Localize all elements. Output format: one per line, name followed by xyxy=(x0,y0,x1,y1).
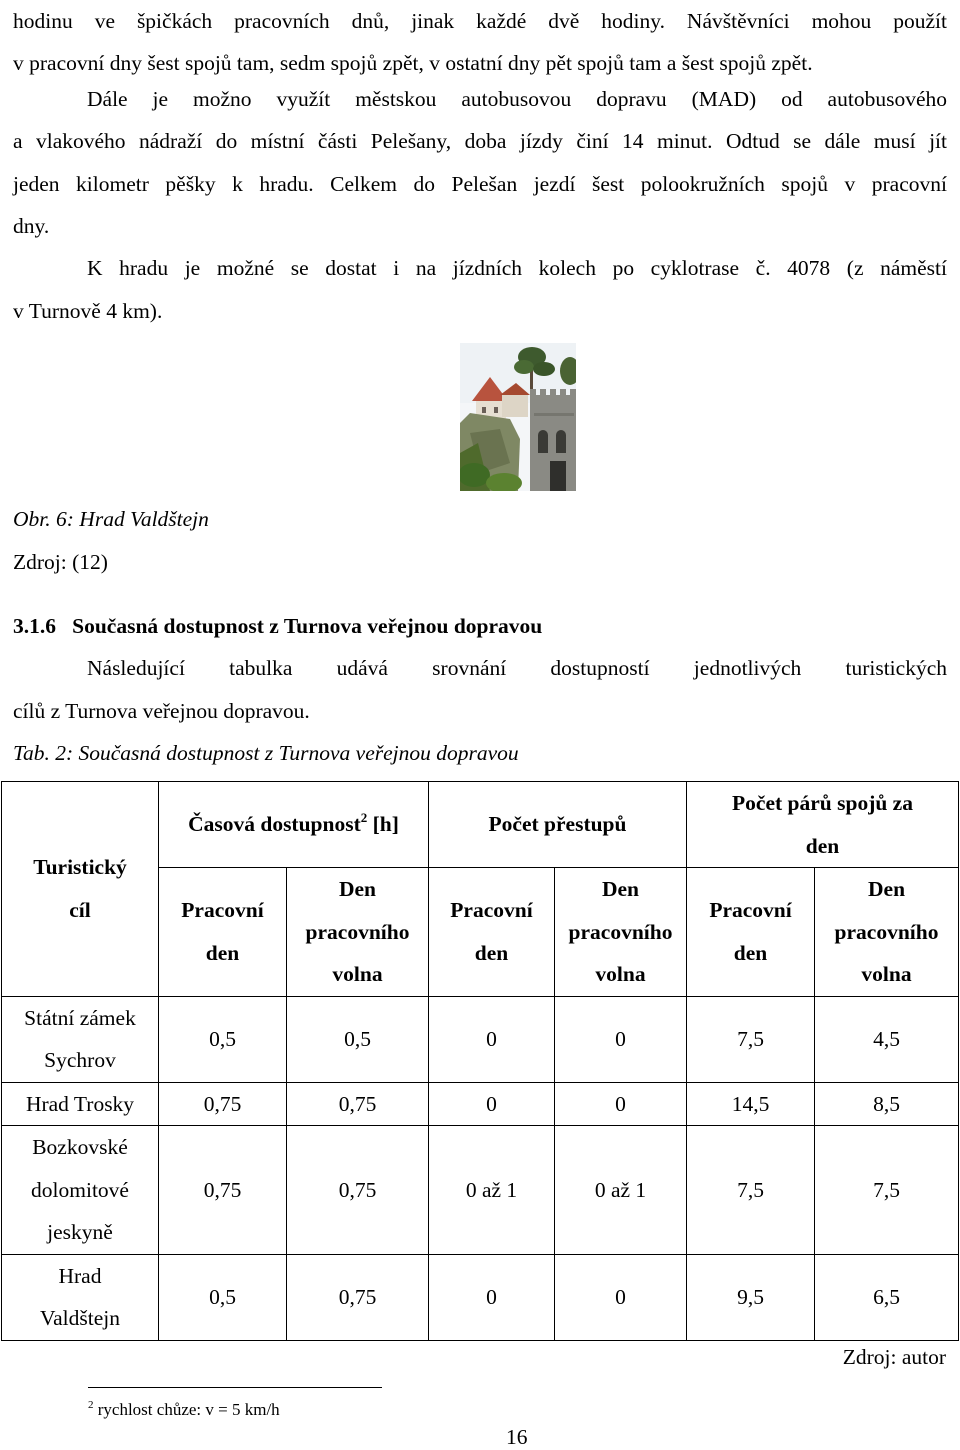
paragraph-line: K hradu je možné se dostat i na jízdních kolech po cyklotrase č. 4078 (z náměstí xyxy=(87,256,947,280)
cell-target: Státní zámek Sychrov xyxy=(2,996,159,1082)
cell-value: 0 xyxy=(429,996,555,1082)
cell-target: Hrad Valdštejn xyxy=(2,1254,159,1340)
castle-photo xyxy=(460,343,576,491)
section-number: 3.1.6 xyxy=(13,614,56,638)
header-workday: Pracovní den xyxy=(429,868,555,997)
cell-value: 0 až 1 xyxy=(555,1126,687,1255)
cell-value: 7,5 xyxy=(687,1126,815,1255)
cell-value: 0,75 xyxy=(287,1126,429,1255)
cell-value: 14,5 xyxy=(687,1082,815,1126)
footnote-ref: 2 xyxy=(360,810,368,826)
footnote-text: rychlost chůze: v = 5 km/h xyxy=(97,1400,280,1419)
table-row xyxy=(2,1126,959,1255)
header-target: Turistický cíl xyxy=(2,782,159,997)
header-transfers: Počet přestupů xyxy=(429,782,687,868)
cell-value: 0,75 xyxy=(159,1082,287,1126)
cell-value: 6,5 xyxy=(815,1254,959,1340)
cell-value: 0 xyxy=(429,1082,555,1126)
cell-value: 7,5 xyxy=(815,1126,959,1255)
section-heading xyxy=(13,605,947,648)
paragraph-line: Následující tabulka udává srovnání dostupností jednotlivých turistických xyxy=(87,656,947,680)
paragraph-line: a vlakového nádraží do místní části Pelešany, doba jízdy činí 14 minut. Odtud se dále musí jít xyxy=(13,129,947,153)
cell-value: 0,75 xyxy=(287,1254,429,1340)
header-pairs: Počet párů spojů za den xyxy=(687,782,959,868)
paragraph-line: v Turnově 4 km). xyxy=(13,299,163,323)
accessibility-table xyxy=(1,781,959,1341)
paragraph-line: dny. xyxy=(13,214,50,238)
cell-value: 0,5 xyxy=(159,1254,287,1340)
cell-value: 0,5 xyxy=(287,996,429,1082)
figure-source: Zdroj: (12) xyxy=(13,550,108,574)
footnote xyxy=(88,1400,280,1420)
footnote-divider xyxy=(88,1387,382,1388)
header-workday: Pracovní den xyxy=(687,868,815,997)
table-row xyxy=(2,1254,959,1340)
section-title: Současná dostupnost z Turnova veřejnou dopravou xyxy=(72,614,543,638)
paragraph-line: v pracovní dny šest spojů tam, sedm spojů zpět, v ostatní dny pět spojů tam a šest spojů zpět. xyxy=(13,51,813,75)
cell-value: 9,5 xyxy=(687,1254,815,1340)
table-row xyxy=(2,1082,959,1126)
cell-target: Hrad Trosky xyxy=(2,1082,159,1126)
cell-target: Bozkovské dolomitové jeskyně xyxy=(2,1126,159,1255)
cell-value: 8,5 xyxy=(815,1082,959,1126)
paragraph-line: hodinu ve špičkách pracovních dnů, jinak každé dvě hodiny. Návštěvníci mohou použít xyxy=(13,9,947,33)
table-source: Zdroj: autor xyxy=(842,1345,946,1369)
cell-value: 7,5 xyxy=(687,996,815,1082)
cell-value: 0 až 1 xyxy=(429,1126,555,1255)
cell-value: 0 xyxy=(429,1254,555,1340)
cell-value: 4,5 xyxy=(815,996,959,1082)
table-caption: Tab. 2: Současná dostupnost z Turnova veřejnou dopravou xyxy=(13,741,519,765)
cell-value: 0,75 xyxy=(159,1126,287,1255)
table-row xyxy=(2,996,959,1082)
cell-value: 0,5 xyxy=(159,996,287,1082)
cell-value: 0 xyxy=(555,1082,687,1126)
cell-value: 0 xyxy=(555,996,687,1082)
footnote-mark: 2 xyxy=(88,1399,94,1411)
page-number: 16 xyxy=(506,1425,528,1449)
header-time-access: Časová dostupnost$^2$ [h] xyxy=(159,782,429,868)
header-workday: Pracovní den xyxy=(159,868,287,997)
header-offday: Den pracovního volna xyxy=(287,868,429,997)
cell-value: 0 xyxy=(555,1254,687,1340)
paragraph-line: cílů z Turnova veřejnou dopravou. xyxy=(13,699,310,723)
paragraph-line: Dále je možno využít městskou autobusovou dopravu (MAD) od autobusového xyxy=(87,87,947,111)
header-offday: Den pracovního volna xyxy=(815,868,959,997)
header-offday: Den pracovního volna xyxy=(555,868,687,997)
cell-value: 0,75 xyxy=(287,1082,429,1126)
paragraph-line: jeden kilometr pěšky k hradu. Celkem do Pelešan jezdí šest polookružních spojů v pracovní xyxy=(13,172,947,196)
figure-caption: Obr. 6: Hrad Valdštejn xyxy=(13,507,209,531)
